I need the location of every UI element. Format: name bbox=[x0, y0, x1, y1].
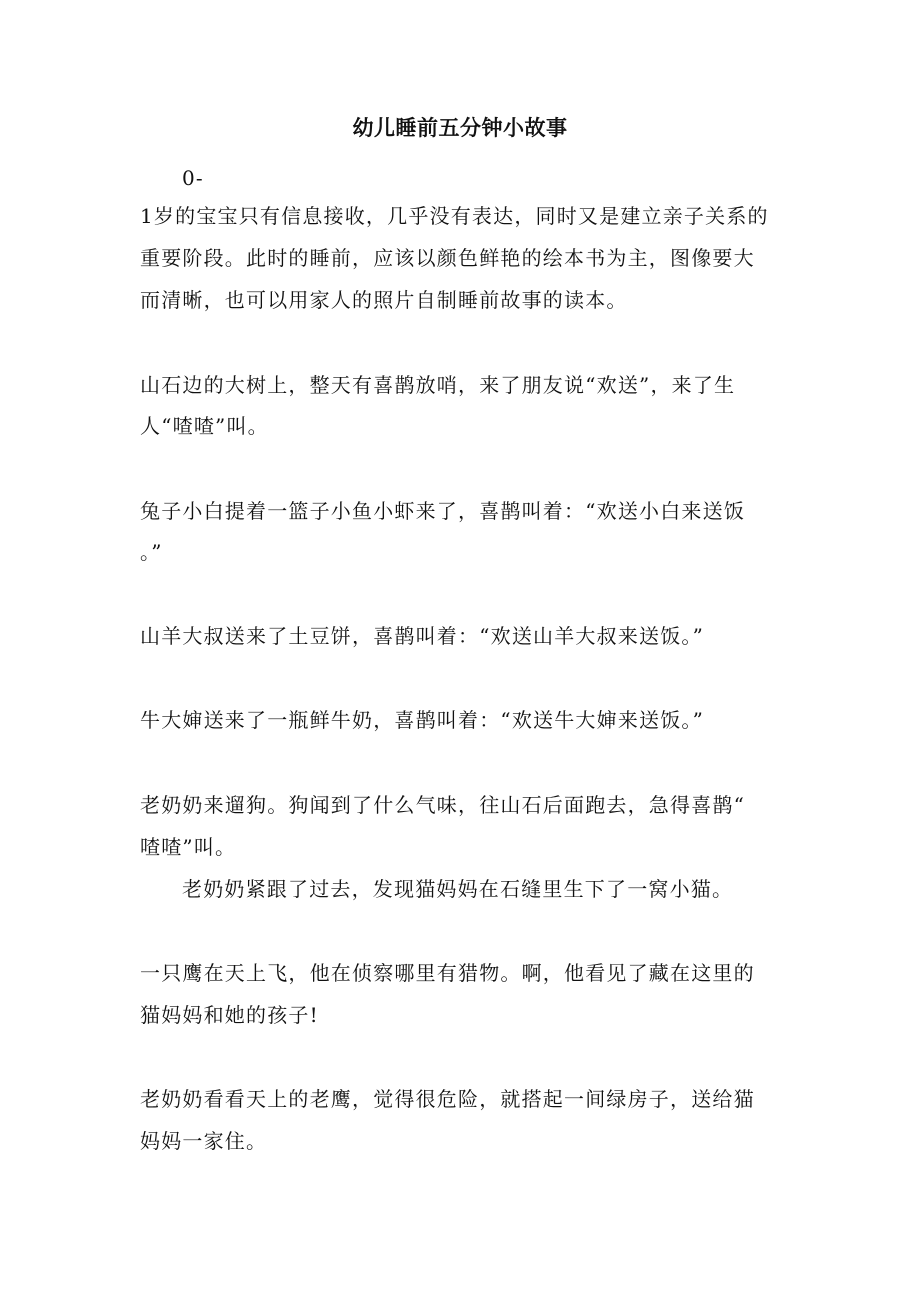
text-line: 一只鹰在天上飞，他在侦察哪里有猎物。啊，他看见了藏在这里的 bbox=[140, 961, 755, 985]
text-line: 而清晰，也可以用家人的照片自制睡前故事的读本。 bbox=[140, 288, 628, 312]
text-line: 兔子小白提着一篮子小鱼小虾来了，喜鹊叫着：“欢送小白来送饭 bbox=[140, 499, 746, 523]
text-line: 妈妈一家住。 bbox=[140, 1129, 268, 1153]
text-line: 牛大婶送来了一瓶鲜牛奶，喜鹊叫着：“欢送牛大婶来送饭。” bbox=[140, 708, 705, 732]
text-line: 重要阶段。此时的睡前，应该以颜色鲜艳的绘本书为主，图像要大 bbox=[140, 246, 755, 270]
text-line: 老奶奶来遛狗。狗闻到了什么气味，往山石后面跑去，急得喜鹊“ bbox=[140, 793, 746, 817]
text-line: 人“喳喳”叫。 bbox=[140, 414, 269, 438]
text-line: 山羊大叔送来了土豆饼，喜鹊叫着：“欢送山羊大叔来送饭。” bbox=[140, 624, 705, 648]
page-title: 幼儿睡前五分钟小故事 bbox=[352, 115, 568, 140]
text-line: 喳喳”叫。 bbox=[140, 835, 237, 859]
text-line: 。” bbox=[140, 540, 163, 564]
text-line: 0- bbox=[182, 166, 204, 190]
text-line: 猫妈妈和她的孩子! bbox=[140, 1003, 319, 1027]
text-line: 老奶奶看看天上的老鹰，觉得很危险，就搭起一间绿房子，送给猫 bbox=[140, 1087, 755, 1111]
text-line: 老奶奶紧跟了过去，发现猫妈妈在石缝里生下了一窝小猫。 bbox=[182, 877, 734, 901]
text-line: 1岁的宝宝只有信息接收，几乎没有表达，同时又是建立亲子关系的 bbox=[140, 204, 769, 228]
text-line: 山石边的大树上，整天有喜鹊放哨，来了朋友说“欢送”，来了生 bbox=[140, 373, 736, 397]
